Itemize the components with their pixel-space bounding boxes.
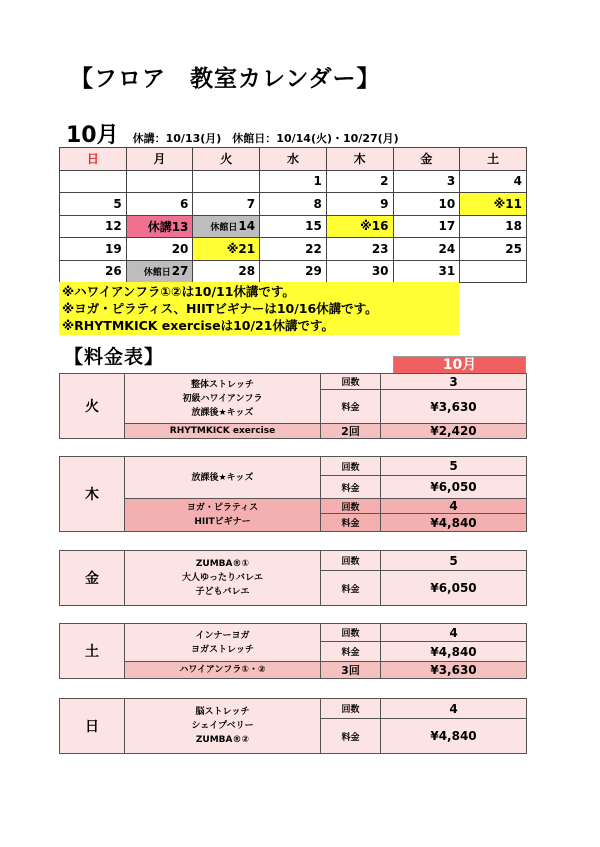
count-value: 4 bbox=[381, 498, 526, 513]
class-name: 初級ハワイアンフラ bbox=[182, 393, 263, 404]
day-cell: 23 bbox=[326, 238, 393, 261]
fee-group-tuesday bbox=[59, 373, 527, 439]
month-header bbox=[66, 118, 399, 149]
closed-label: 休館日 bbox=[210, 223, 238, 234]
day-cell-closed bbox=[193, 215, 260, 238]
class-list bbox=[125, 498, 321, 531]
weekday-sun: 日 bbox=[60, 148, 127, 171]
day-cell bbox=[60, 170, 127, 193]
fee-value: ¥3,630 bbox=[381, 661, 526, 678]
class-name: 放課後★キッズ bbox=[191, 407, 254, 418]
day-cell: 28 bbox=[193, 260, 260, 283]
count-value: 3回 bbox=[321, 661, 381, 678]
day-cell: 30 bbox=[326, 260, 393, 283]
day-number: 14 bbox=[238, 219, 256, 234]
calendar-table bbox=[59, 147, 527, 283]
day-cell: 20 bbox=[126, 238, 193, 261]
day-cell: 29 bbox=[260, 260, 327, 283]
fee-label: 料金 bbox=[321, 571, 381, 605]
fee-value: ¥4,840 bbox=[430, 729, 477, 743]
day-cell: 1 bbox=[260, 170, 327, 193]
day-cell: 10 bbox=[393, 193, 460, 216]
calendar-week bbox=[60, 170, 527, 193]
class-name: ヨガストレッチ bbox=[191, 644, 254, 655]
count-label: 回数 bbox=[321, 699, 381, 719]
fee-table-title: 【料金表】 bbox=[64, 346, 165, 368]
count-value: 4 bbox=[381, 624, 526, 642]
day-cell: 12 bbox=[60, 215, 127, 238]
fee-label: 料金 bbox=[321, 390, 381, 423]
day-cell: 5 bbox=[60, 193, 127, 216]
day-cell: 3 bbox=[393, 170, 460, 193]
class-name: ZUMBA®② bbox=[195, 735, 250, 745]
cancellation-notes bbox=[59, 282, 459, 335]
fee-group-friday bbox=[59, 550, 527, 606]
day-cell: 26 bbox=[60, 260, 127, 283]
weekday-thu: 木 bbox=[326, 148, 393, 171]
class-name: 整体ストレッチ bbox=[191, 379, 254, 390]
fee-label: 料金 bbox=[321, 476, 381, 498]
calendar-week bbox=[60, 193, 527, 216]
count-value: 4 bbox=[381, 699, 526, 719]
note-line: ※ヨガ・ピラティス、HIITビギナーは10/16休講です。 bbox=[62, 301, 378, 316]
fee-value: ¥4,840 bbox=[430, 644, 477, 659]
class-name: ハワイアンフラ①・② bbox=[125, 661, 321, 678]
fee-label: 料金 bbox=[321, 513, 381, 531]
class-name: RHYTMKICK exercise bbox=[125, 423, 321, 438]
class-name: 脳ストレッチ bbox=[195, 707, 250, 717]
fee-value: ¥2,420 bbox=[381, 423, 526, 438]
day-cell: 6 bbox=[126, 193, 193, 216]
group-rows bbox=[125, 373, 527, 439]
group-rows bbox=[125, 623, 527, 679]
class-list bbox=[125, 374, 321, 423]
class-list bbox=[125, 624, 321, 661]
fee-value: ¥6,050 bbox=[430, 581, 477, 595]
day-cell: 9 bbox=[326, 193, 393, 216]
count-value: 5 bbox=[381, 551, 526, 571]
class-name: ZUMBA®① bbox=[195, 559, 250, 569]
month-label: 10月 bbox=[66, 123, 119, 148]
calendar-week bbox=[60, 215, 527, 238]
weekday-fri: 金 bbox=[393, 148, 460, 171]
count-label: 回数 bbox=[321, 374, 381, 390]
day-cell bbox=[193, 170, 260, 193]
day-cell-holiday: 休講13 bbox=[126, 215, 193, 238]
fee-month-header: 10月 bbox=[393, 356, 526, 375]
fee-group-thursday bbox=[59, 456, 527, 532]
weekday-mon: 月 bbox=[126, 148, 193, 171]
class-name: HIITビギナー bbox=[194, 517, 251, 527]
count-label: 回数 bbox=[321, 457, 381, 476]
day-cell: 25 bbox=[460, 238, 527, 261]
class-name: 放課後★キッズ bbox=[125, 457, 321, 498]
day-cell bbox=[126, 170, 193, 193]
day-number: 27 bbox=[171, 264, 189, 279]
day-cell: 15 bbox=[260, 215, 327, 238]
fee-label: 料金 bbox=[321, 719, 381, 753]
day-cell-cancelled: ※21 bbox=[193, 238, 260, 261]
day-cell: 17 bbox=[393, 215, 460, 238]
group-rows bbox=[125, 698, 527, 754]
weekday-sat: 土 bbox=[460, 148, 527, 171]
calendar-header-row bbox=[60, 148, 527, 171]
note-line: ※RHYTMKICK exerciseは10/21休講です。 bbox=[62, 318, 334, 333]
day-cell: 31 bbox=[393, 260, 460, 283]
day-cell: 22 bbox=[260, 238, 327, 261]
fee-value: ¥4,840 bbox=[381, 513, 526, 531]
note-line: ※ハワイアンフラ①②は10/11休講です。 bbox=[62, 284, 295, 299]
count-label: 回数 bbox=[321, 551, 381, 571]
month-info: 休講：10/13(月) 休館日：10/14(火)・10/27(月) bbox=[132, 132, 399, 145]
day-cell-cancelled: ※16 bbox=[326, 215, 393, 238]
count-value: 5 bbox=[381, 457, 526, 476]
calendar-week bbox=[60, 238, 527, 261]
count-value: 3 bbox=[381, 374, 526, 390]
count-label: 回数 bbox=[321, 498, 381, 513]
group-rows bbox=[125, 550, 527, 606]
fee-value: ¥3,630 bbox=[430, 399, 477, 414]
class-name: 子どもバレエ bbox=[195, 587, 250, 597]
count-label: 回数 bbox=[321, 624, 381, 642]
group-rows bbox=[125, 456, 527, 532]
day-cell-cancelled: ※11 bbox=[460, 193, 527, 216]
class-name: インナーヨガ bbox=[195, 630, 250, 641]
day-cell-closed bbox=[126, 260, 193, 283]
group-day: 土 bbox=[59, 623, 125, 679]
page-title: 【フロア 教室カレンダー】 bbox=[70, 66, 381, 92]
group-day: 火 bbox=[59, 373, 125, 439]
day-cell: 24 bbox=[393, 238, 460, 261]
day-cell bbox=[460, 260, 527, 283]
count-value: 2回 bbox=[321, 423, 381, 438]
class-name: ヨガ・ピラティス bbox=[186, 503, 259, 513]
group-day: 金 bbox=[59, 550, 125, 606]
day-cell: 19 bbox=[60, 238, 127, 261]
day-cell: 7 bbox=[193, 193, 260, 216]
day-cell: 8 bbox=[260, 193, 327, 216]
class-list bbox=[125, 699, 321, 753]
group-day: 木 bbox=[59, 456, 125, 532]
closed-label: 休館日 bbox=[143, 268, 171, 279]
calendar-week bbox=[60, 260, 527, 283]
day-cell: 18 bbox=[460, 215, 527, 238]
class-name: 大人ゆったりバレエ bbox=[182, 573, 263, 583]
day-cell: 2 bbox=[326, 170, 393, 193]
group-day: 日 bbox=[59, 698, 125, 754]
weekday-wed: 水 bbox=[260, 148, 327, 171]
class-list bbox=[125, 551, 321, 605]
day-cell: 4 bbox=[460, 170, 527, 193]
class-name: シェイプベリー bbox=[191, 721, 254, 731]
fee-group-saturday bbox=[59, 623, 527, 679]
fee-label: 料金 bbox=[321, 642, 381, 661]
fee-value: ¥6,050 bbox=[430, 480, 477, 494]
fee-group-sunday bbox=[59, 698, 527, 754]
weekday-tue: 火 bbox=[193, 148, 260, 171]
